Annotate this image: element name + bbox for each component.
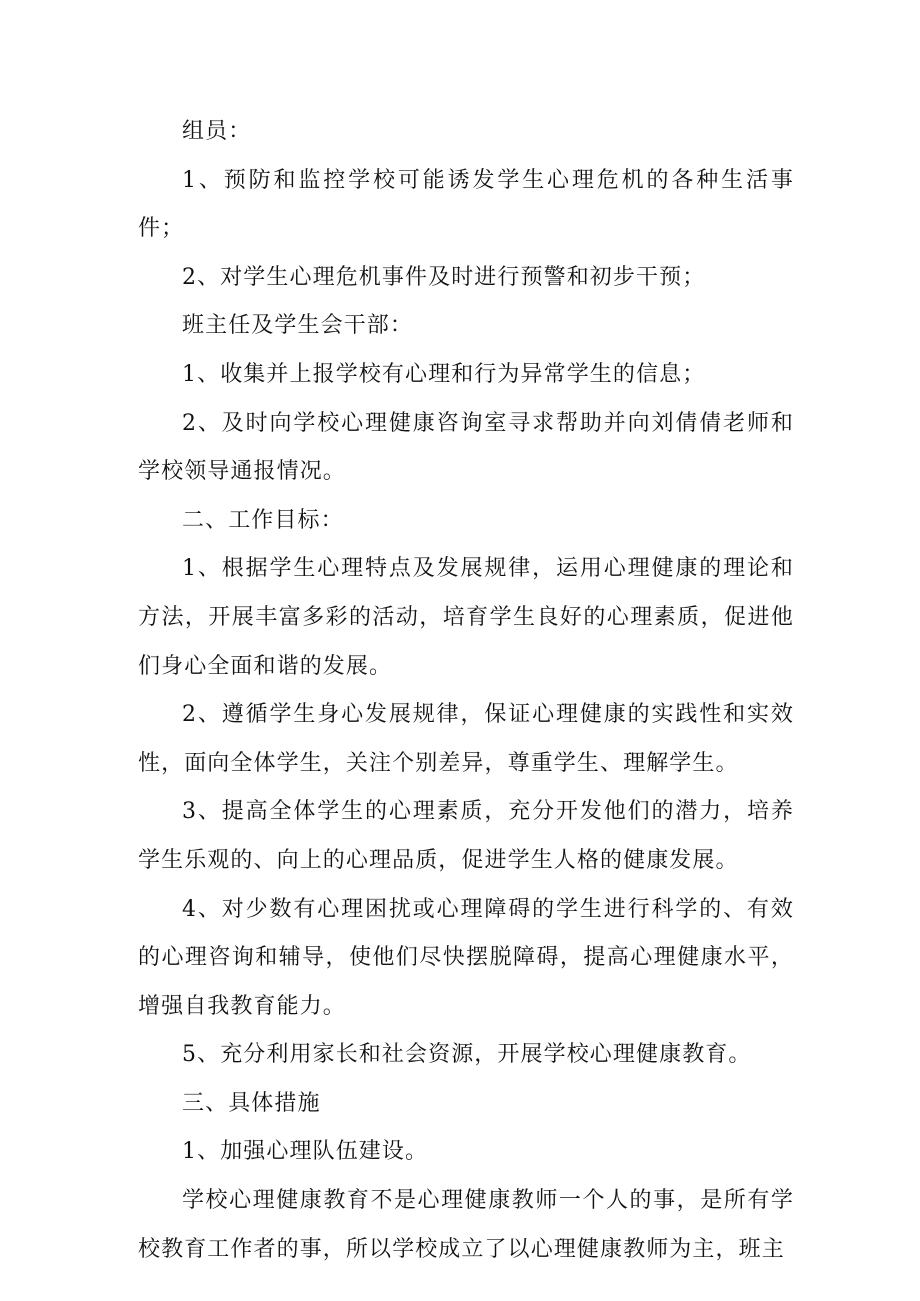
paragraph-class-teachers-heading: 班主任及学生会干部：: [182, 313, 414, 339]
document-body: [138, 108, 794, 1274]
paragraph-collect-report: 1、收集并上报学校有心理和行为异常学生的信息；: [182, 361, 706, 387]
paragraph-goal-2: 2、遵循学生身心发展规律，保证心理健康的实践性和实效性，面向全体学生，关注个别差异，尊重学生、理解学生。: [138, 702, 794, 776]
paragraph-goal-4: 4、对少数有心理困扰或心理障碍的学生进行科学的、有效的心理咨询和辅导，使他们尽快摆脱障碍，提高心理健康水平，增强自我教育能力。: [138, 896, 794, 1019]
paragraph-team-members: 组员：: [182, 119, 252, 144]
paragraph-seek-help: 2、及时向学校心理健康咨询室寻求帮助并向刘倩倩老师和学校领导通报情况。: [138, 410, 794, 485]
paragraph-early-warning: 2、对学生心理危机事件及时进行预警和初步干预；: [182, 264, 706, 290]
section-heading-measures: 三、具体措施: [182, 1090, 321, 1116]
section-heading-work-goals: 二、工作目标：: [182, 507, 344, 533]
paragraph-goal-5: 5、充分利用家长和社会资源，开展学校心理健康教育。: [182, 1042, 752, 1068]
paragraph-goal-3: 3、提高全体学生的心理素质，充分开发他们的潜力，培养学生乐观的、向上的心理品质，促进学生人格的健康发展。: [138, 799, 794, 873]
paragraph-measure-1-heading: 1、加强心理队伍建设。: [182, 1139, 429, 1165]
paragraph-goal-1: 1、根据学生心理特点及发展规律，运用心理健康的理论和方法，开展丰富多彩的活动，培育学生良好的心理素质，促进他们身心全面和谐的发展。: [138, 556, 794, 679]
paragraph-prevent-monitor: 1、预防和监控学校可能诱发学生心理危机的各种生活事件；: [138, 167, 794, 242]
paragraph-measure-1-body: 学校心理健康教育不是心理健康教师一个人的事，是所有学校教育工作者的事，所以学校成立了以心理健康教师为主，班主: [138, 1188, 794, 1262]
